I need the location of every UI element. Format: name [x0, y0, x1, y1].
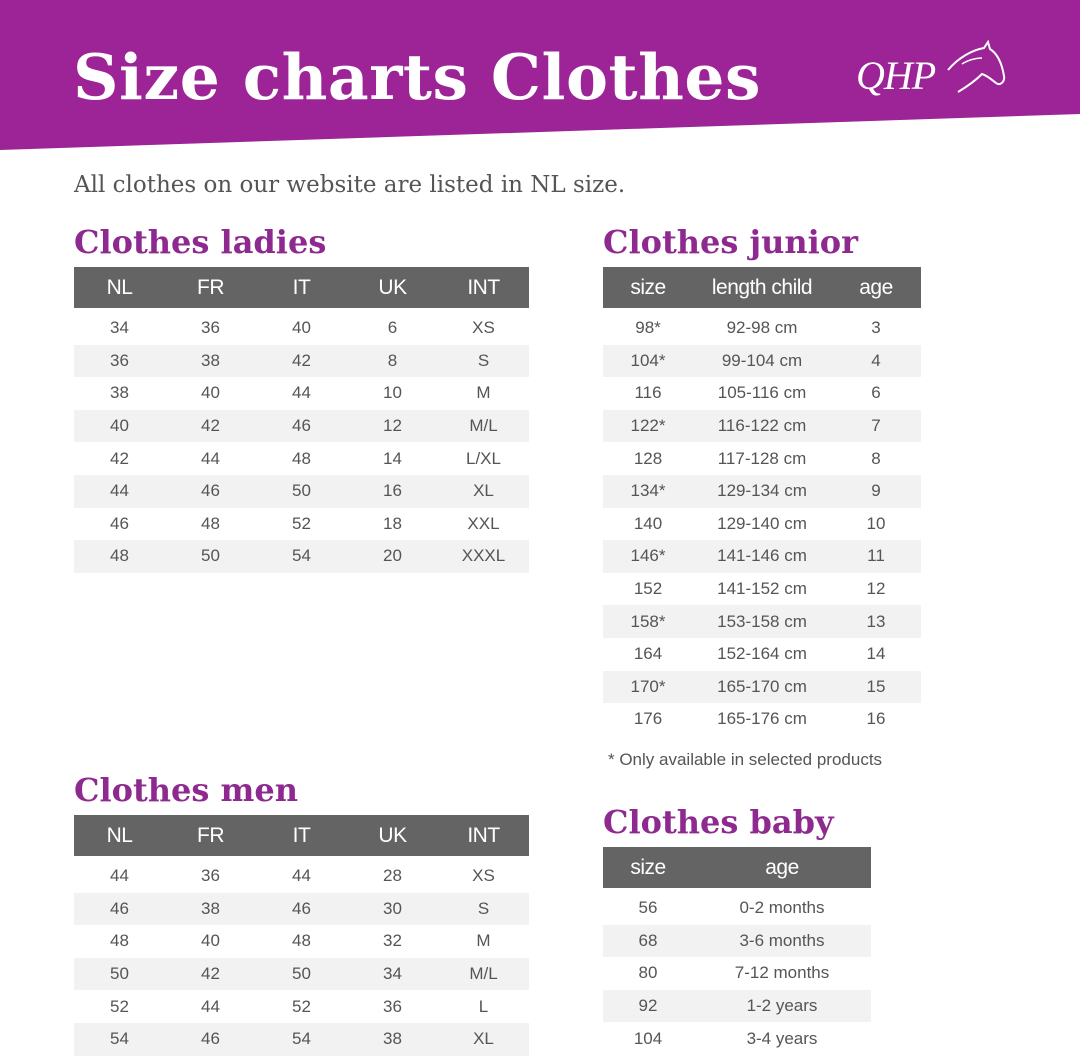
table-cell: 28 — [383, 866, 402, 886]
table-cell: 42 — [165, 958, 256, 991]
column-header: UK — [347, 267, 438, 310]
table-cell: 52 — [292, 996, 311, 1016]
table-cell: 153-158 cm — [693, 605, 831, 638]
section-title-baby: Clothes baby — [603, 803, 834, 841]
table-cell: 80 — [638, 963, 658, 983]
table-cell: 16 — [347, 475, 438, 508]
table-row — [603, 605, 921, 638]
table-cell: 44 — [201, 996, 220, 1016]
table-cell: 50 — [256, 958, 347, 991]
table-cell: 129-140 cm — [717, 513, 807, 533]
table-cell: 92-98 cm — [726, 318, 798, 338]
table-row — [74, 1023, 529, 1056]
table-cell: 34 — [110, 318, 129, 338]
table-cell: 1-2 years — [693, 990, 871, 1023]
table-cell: 152-164 cm — [717, 644, 807, 664]
table-cell: 104 — [633, 1028, 663, 1048]
table-cell: XL — [438, 1023, 529, 1056]
table-row — [74, 893, 529, 926]
table-cell: 36 — [201, 866, 220, 886]
table-cell: 11 — [831, 540, 921, 573]
table-row — [74, 377, 529, 410]
table-row — [603, 1022, 871, 1055]
table-cell: 3-6 months — [693, 925, 871, 958]
table-cell: 3-4 years — [746, 1028, 818, 1048]
table-cell: 30 — [347, 893, 438, 926]
table-cell: 54 — [256, 540, 347, 573]
table-cell: 36 — [201, 318, 220, 338]
column-header: IT — [256, 815, 347, 858]
logo-text: QHP — [856, 53, 936, 98]
table-row — [74, 508, 529, 541]
table-cell: 129-134 cm — [693, 475, 831, 508]
table-cell: 122* — [603, 410, 693, 443]
table-cell: 164 — [633, 644, 663, 664]
table-header-row — [74, 815, 529, 858]
size-table-men — [74, 815, 529, 1056]
table-row — [603, 990, 871, 1023]
table-row — [603, 703, 921, 736]
column-header: INT — [438, 267, 529, 310]
table-cell: 20 — [347, 540, 438, 573]
table-cell: S — [438, 893, 529, 926]
table-cell: 7 — [831, 410, 921, 443]
table-row — [603, 377, 921, 410]
table-cell: 18 — [383, 513, 402, 533]
column-header: NL — [74, 815, 165, 858]
table-cell: 32 — [383, 931, 402, 951]
table-cell: M — [476, 383, 491, 403]
table-header-row — [603, 847, 871, 890]
table-cell: 141-146 cm — [693, 540, 831, 573]
table-cell: 170* — [603, 671, 693, 704]
table-cell: 46 — [165, 475, 256, 508]
table-cell: 40 — [201, 931, 220, 951]
table-row — [603, 345, 921, 378]
table-cell: 68 — [603, 925, 693, 958]
table-header-row — [74, 267, 529, 310]
table-cell: 15 — [831, 671, 921, 704]
table-cell: 46 — [74, 893, 165, 926]
page-title: Size charts Clothes — [73, 40, 761, 114]
table-cell: L — [478, 996, 489, 1016]
table-row — [74, 990, 529, 1023]
table-cell: 38 — [347, 1023, 438, 1056]
table-cell: 14 — [866, 644, 886, 664]
table-cell: 116-122 cm — [693, 410, 831, 443]
table-cell: XS — [472, 866, 495, 886]
table-cell: 50 — [74, 958, 165, 991]
table-cell: 38 — [110, 383, 129, 403]
table-cell: 176 — [633, 709, 663, 729]
table-cell: 38 — [165, 893, 256, 926]
table-row — [603, 573, 921, 606]
table-cell: 98* — [635, 318, 661, 338]
table-cell: 165-176 cm — [717, 709, 807, 729]
table-cell: 52 — [110, 996, 129, 1016]
table-cell: 42 — [256, 345, 347, 378]
table-cell: 0-2 months — [739, 898, 825, 918]
table-row — [603, 671, 921, 704]
column-header: UK — [347, 815, 438, 858]
table-row — [74, 858, 529, 893]
table-cell: 36 — [74, 345, 165, 378]
table-cell: 99-104 cm — [693, 345, 831, 378]
table-cell: 44 — [201, 448, 220, 468]
table-cell: M — [476, 931, 491, 951]
column-header: age — [693, 847, 871, 890]
table-row — [603, 540, 921, 573]
table-cell: 8 — [871, 448, 881, 468]
table-cell: 152 — [633, 579, 663, 599]
table-row — [74, 540, 529, 573]
table-cell: 42 — [165, 410, 256, 443]
table-row — [74, 925, 529, 958]
table-cell: 9 — [831, 475, 921, 508]
table-header-row — [603, 267, 921, 310]
table-cell: 117-128 cm — [717, 448, 807, 468]
table-cell: 116 — [634, 383, 662, 403]
table-cell: 16 — [866, 709, 886, 729]
table-cell: 92 — [603, 990, 693, 1023]
table-cell: 165-170 cm — [693, 671, 831, 704]
table-cell: M/L — [438, 958, 529, 991]
table-row — [74, 475, 529, 508]
table-cell: 6 — [387, 318, 398, 338]
section-title-ladies: Clothes ladies — [74, 223, 327, 261]
table-cell: 6 — [871, 383, 881, 403]
table-cell: 8 — [347, 345, 438, 378]
table-cell: 105-116 cm — [717, 383, 807, 403]
table-row — [603, 638, 921, 671]
intro-text: All clothes on our website are listed in NL size. — [74, 172, 626, 198]
junior-footnote: * Only available in selected products — [608, 750, 883, 769]
table-row — [603, 508, 921, 541]
section-title-men: Clothes men — [74, 771, 299, 809]
table-cell: 48 — [201, 513, 220, 533]
size-table-ladies — [74, 267, 529, 573]
table-cell: 134* — [603, 475, 693, 508]
column-header: length child — [693, 267, 831, 310]
horse-head-icon — [850, 40, 1010, 106]
column-header: FR — [165, 815, 256, 858]
table-cell: 46 — [165, 1023, 256, 1056]
table-cell: 10 — [866, 513, 886, 533]
table-cell: 104* — [603, 345, 693, 378]
table-cell: 44 — [292, 866, 311, 886]
table-cell: 40 — [201, 383, 220, 403]
table-cell: 48 — [110, 931, 129, 951]
table-row — [74, 345, 529, 378]
table-row — [74, 442, 529, 475]
table-cell: 36 — [383, 996, 402, 1016]
table-cell: 48 — [74, 540, 165, 573]
column-header: NL — [74, 267, 165, 310]
table-cell: 44 — [74, 475, 165, 508]
table-cell: 34 — [347, 958, 438, 991]
table-cell: 14 — [383, 448, 402, 468]
table-cell: 46 — [256, 410, 347, 443]
table-cell: 12 — [347, 410, 438, 443]
table-cell: 44 — [110, 866, 129, 886]
table-cell: 40 — [74, 410, 165, 443]
table-cell: 141-152 cm — [717, 579, 807, 599]
table-cell: 158* — [603, 605, 693, 638]
table-cell: 46 — [110, 513, 129, 533]
column-header: age — [831, 267, 921, 310]
table-cell: M/L — [438, 410, 529, 443]
table-cell: 42 — [110, 448, 129, 468]
table-row — [74, 410, 529, 443]
table-cell: XS — [472, 318, 495, 338]
size-table-baby — [603, 847, 871, 1055]
size-table-junior — [603, 267, 921, 736]
column-header: size — [603, 267, 693, 310]
table-cell: 12 — [866, 579, 886, 599]
table-cell: 13 — [831, 605, 921, 638]
table-cell: 54 — [74, 1023, 165, 1056]
table-cell: 38 — [165, 345, 256, 378]
table-cell: S — [438, 345, 529, 378]
table-cell: 128 — [633, 448, 663, 468]
table-cell: 146* — [603, 540, 693, 573]
column-header: IT — [256, 267, 347, 310]
table-cell: 10 — [383, 383, 402, 403]
table-cell: 48 — [292, 448, 311, 468]
table-cell: 3 — [871, 318, 881, 338]
table-cell: 50 — [256, 475, 347, 508]
table-cell: XXXL — [438, 540, 529, 573]
table-row — [603, 310, 921, 345]
table-row — [603, 475, 921, 508]
table-cell: 56 — [638, 898, 658, 918]
table-row — [603, 442, 921, 475]
table-row — [74, 310, 529, 345]
table-cell: 4 — [831, 345, 921, 378]
table-cell: XL — [438, 475, 529, 508]
table-cell: 140 — [633, 513, 663, 533]
table-row — [603, 890, 871, 925]
table-row — [603, 957, 871, 990]
table-row — [603, 410, 921, 443]
column-header: FR — [165, 267, 256, 310]
column-header: INT — [438, 815, 529, 858]
brand-logo — [850, 40, 1010, 106]
column-header: size — [603, 847, 693, 890]
table-row — [74, 958, 529, 991]
table-cell: 50 — [165, 540, 256, 573]
table-cell: 40 — [292, 318, 311, 338]
table-cell: 52 — [292, 513, 311, 533]
table-row — [603, 925, 871, 958]
table-cell: 48 — [292, 931, 311, 951]
table-cell: XXL — [467, 513, 500, 533]
table-cell: 46 — [256, 893, 347, 926]
table-cell: L/XL — [466, 448, 501, 468]
table-cell: 54 — [256, 1023, 347, 1056]
table-cell: 7-12 months — [734, 963, 830, 983]
section-title-junior: Clothes junior — [603, 223, 858, 261]
table-cell: 44 — [292, 383, 311, 403]
